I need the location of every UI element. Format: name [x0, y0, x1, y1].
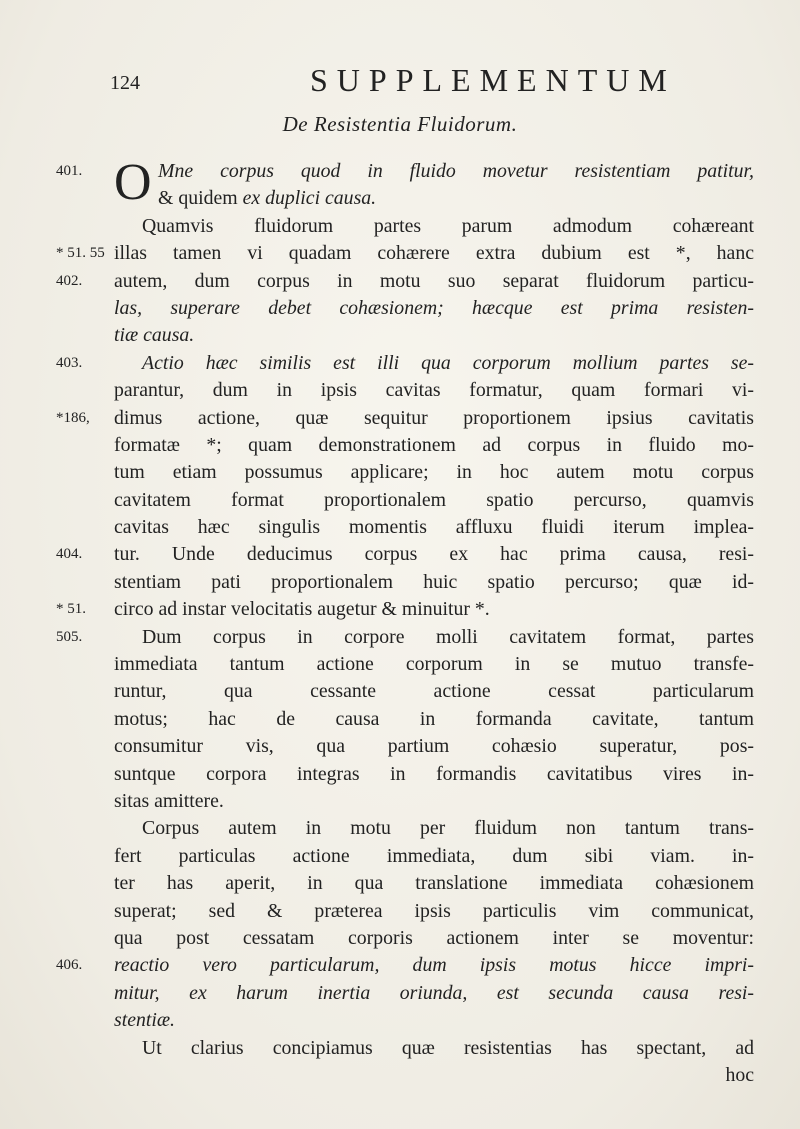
line-text: formatæ *; quam demonstrationem ad corpus in fluido mo-	[114, 433, 754, 456]
line-text: reactio vero particularum, dum ipsis motus hicce impri-	[114, 954, 754, 977]
line-text: Actio hæc similis est illi qua corporum mollium partes se-	[142, 351, 754, 374]
running-head: SUPPLEMENTUM	[310, 62, 676, 98]
line-text: parantur, dum in ipsis cavitas formatur, quam formari vi-	[114, 379, 754, 402]
text-line	[114, 377, 754, 404]
line-text: ter has aperit, in qua translatione immediata cohæsionem	[114, 872, 754, 895]
text-line	[114, 843, 754, 870]
text-line	[114, 1035, 754, 1062]
line-text: tiæ causa.	[114, 324, 195, 347]
line-text: stentiam pati proportionalem huic spatio percurso; quæ id-	[114, 570, 754, 593]
line-text: cavitas hæc singulis momentis affluxu fluidi iterum implea-	[114, 516, 754, 539]
line-text: dimus actione, quæ sequitur proportionem ipsius cavitatis	[114, 406, 754, 429]
paragraph-401	[56, 154, 754, 213]
line-text: cavitatem format proportionalem spatio percurso, quamvis	[114, 488, 754, 511]
margin-note: 406.	[56, 957, 83, 974]
text-line	[56, 405, 754, 432]
margin-note: 505.	[56, 628, 83, 645]
text-line	[114, 980, 754, 1007]
page-number: 124	[110, 72, 140, 94]
line-text: mitur, ex harum inertia oriunda, est secunda causa resi-	[114, 981, 754, 1004]
text-line	[114, 678, 754, 705]
line-text: motus; hac de causa in formanda cavitate, tantum	[114, 707, 754, 730]
line-text: qua post cessatam corporis actionem inter se moventur:	[114, 926, 754, 949]
line-text: Mne corpus quod in fluido movetur resistentiam patitur,	[158, 160, 754, 182]
text-line	[114, 815, 754, 842]
text-line	[114, 651, 754, 678]
text-line	[114, 870, 754, 897]
drop-cap: O	[114, 154, 152, 211]
margin-note: 403.	[56, 354, 83, 371]
line-text: Ut clarius concipiamus quæ resistentias has spectant, ad	[142, 1036, 754, 1059]
text-line	[114, 213, 754, 240]
page-header	[110, 62, 730, 102]
text-line	[114, 295, 754, 322]
catchword: hoc	[725, 1063, 754, 1086]
line-text: stentiæ.	[114, 1009, 175, 1032]
line-text: suntque corpora integras in formandis cavitatibus vires in-	[114, 762, 754, 785]
line-text: Quamvis fluidorum partes parum admodum cohæreant	[142, 214, 754, 237]
text-line	[114, 898, 754, 925]
margin-note: * 51. 55	[56, 245, 105, 262]
text-line	[56, 268, 754, 295]
margin-note: 402.	[56, 272, 83, 289]
text-line	[114, 322, 754, 349]
text-line	[56, 240, 754, 267]
text-line	[114, 514, 754, 541]
margin-note: * 51.	[56, 601, 86, 618]
text-line	[56, 350, 754, 377]
body-text	[56, 154, 754, 1089]
text-line	[114, 788, 754, 815]
text-line	[114, 733, 754, 760]
text-line	[114, 925, 754, 952]
margin-note: 401.	[56, 163, 83, 179]
line-text: circo ad instar velocitatis augetur & minuitur *.	[114, 598, 490, 621]
catchword-line	[114, 1062, 754, 1089]
text-line	[114, 761, 754, 788]
line-text: Corpus autem in motu per fluidum non tantum trans-	[142, 817, 754, 840]
text-line	[56, 596, 754, 623]
line-text: tum etiam possumus applicare; in hoc autem motu corpus	[114, 461, 754, 484]
line-text: tur. Unde deducimus corpus ex hac prima causa, resi-	[114, 543, 754, 566]
line-text: las, superare debet cohæsionem; hæcque est prima resisten-	[114, 296, 754, 319]
line-text: autem, dum corpus in motu suo separat fluidorum particu-	[114, 269, 754, 292]
text-line	[114, 459, 754, 486]
text-line	[56, 624, 754, 651]
text-line	[56, 541, 754, 568]
line-text: & quidem ex duplici causa.	[158, 187, 377, 210]
line-text: sitas amittere.	[114, 789, 224, 812]
text-line	[114, 432, 754, 459]
text-line	[114, 1007, 754, 1034]
line-text: Dum corpus in corpore molli cavitatem format, partes	[142, 625, 754, 648]
line-text: runtur, qua cessante actione cessat particularum	[114, 680, 754, 703]
margin-note: *186,	[56, 409, 90, 426]
text-line	[114, 569, 754, 596]
line-text: fert particulas actione immediata, dum sibi viam. in-	[114, 844, 754, 867]
section-title: De Resistentia Fluidorum.	[282, 112, 518, 136]
margin-note: 404.	[56, 546, 83, 563]
line-text: superat; sed & præterea ipsis particulis vim communicat,	[114, 899, 754, 922]
line-text: consumitur vis, qua partium cohæsio superatur, pos-	[114, 735, 754, 758]
text-line	[56, 952, 754, 979]
text-line	[114, 185, 754, 212]
line-text: illas tamen vi quadam cohærere extra dubium est *, hanc	[114, 242, 754, 265]
text-line	[114, 706, 754, 733]
line-text: immediata tantum actione corporum in se mutuo transfe-	[114, 653, 754, 676]
text-line	[114, 487, 754, 514]
